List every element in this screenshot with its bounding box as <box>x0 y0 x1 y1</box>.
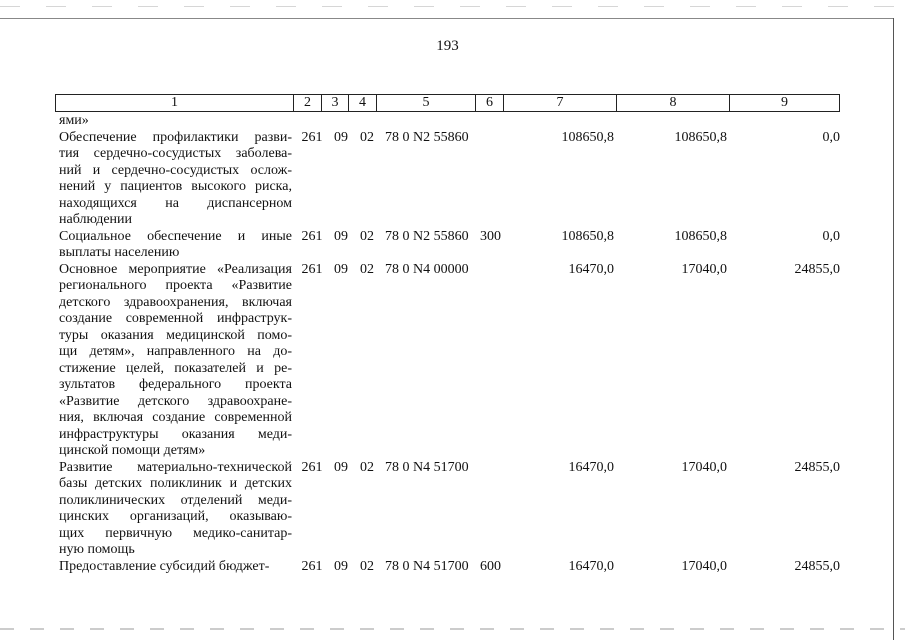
page-number: 193 <box>436 38 459 54</box>
row-name-line: ями» <box>59 113 89 128</box>
row-razdel: 09 <box>334 459 348 475</box>
row-sum-col-8: 108650,8 <box>674 129 727 145</box>
row-name-line: стижение целей, показателей и ре- <box>59 360 292 376</box>
row-name-line: цинской помощи детям» <box>59 443 206 458</box>
row-glava: 261 <box>301 558 323 574</box>
row-sum-col-8: 17040,0 <box>681 558 727 574</box>
row-podrazdel: 02 <box>360 129 374 145</box>
header-col-4: 4 <box>349 95 377 111</box>
row-razdel: 09 <box>334 261 348 277</box>
row-name-line: детского здравоохранения, включая <box>59 294 292 310</box>
row-name-line: цинских организаций, оказываю- <box>59 509 292 524</box>
row-name-line: создание современной инфраструк- <box>59 311 292 326</box>
row-name <box>59 130 292 229</box>
header-col-9: 9 <box>781 95 788 110</box>
row-sum-col-7: 16470,0 <box>568 459 614 475</box>
row-name-line: базы детских поликлиник и детских <box>59 476 292 491</box>
row-sum-col-9: 24855,0 <box>794 261 840 277</box>
page-edge-top <box>0 18 893 19</box>
row-name-line: регионального проекта «Развитие <box>59 278 292 293</box>
row-vid-rashodov: 300 <box>480 228 501 244</box>
row-sum-col-8: 108650,8 <box>674 228 727 244</box>
row-sum-col-9: 0,0 <box>822 228 840 244</box>
row-name-line: наблюдении <box>59 212 133 227</box>
row-vid-rashodov: 600 <box>480 558 501 574</box>
scan-artifact-top <box>0 6 905 7</box>
row-name <box>59 113 292 130</box>
row-name <box>59 229 292 262</box>
row-celevaya-statya: 78 0 N4 51700 <box>385 558 469 574</box>
table-body <box>59 113 849 575</box>
row-sum-col-7: 16470,0 <box>568 558 614 574</box>
table-row <box>59 229 849 262</box>
row-celevaya-statya: 78 0 N4 00000 <box>385 261 469 277</box>
row-razdel: 09 <box>334 228 348 244</box>
scan-artifact-bottom <box>0 628 905 630</box>
row-name-line: «Развитие детского здравоохране- <box>59 393 292 409</box>
row-sum-col-8: 17040,0 <box>681 459 727 475</box>
header-col-3: 3 <box>322 95 349 111</box>
row-name-line: инфраструктуры оказания меди- <box>59 426 292 442</box>
row-podrazdel: 02 <box>360 558 374 574</box>
row-glava: 261 <box>301 228 323 244</box>
row-name-line: Социальное обеспечение и иные <box>59 228 292 244</box>
row-glava: 261 <box>301 129 323 145</box>
header-col-5: 5 <box>377 95 476 111</box>
header-col-7: 7 <box>504 95 617 111</box>
row-name-line: находящихся на диспансерном <box>59 195 292 211</box>
row-podrazdel: 02 <box>360 459 374 475</box>
row-sum-col-7: 16470,0 <box>568 261 614 277</box>
table-row <box>59 130 849 229</box>
row-name-line: туры оказания медицинской помо- <box>59 327 292 343</box>
row-name-line: выплаты населению <box>59 245 180 260</box>
table-row <box>59 460 849 559</box>
row-name-line: ния, включая создание современной <box>59 410 292 425</box>
row-name-line: ную помощь <box>59 542 135 557</box>
header-col-1: 1 <box>56 95 294 111</box>
row-name-line: поликлинических отделений меди- <box>59 492 292 508</box>
row-celevaya-statya: 78 0 N2 55860 <box>385 228 469 244</box>
row-razdel: 09 <box>334 558 348 574</box>
row-name-line: щих первичную медико-санитар- <box>59 525 292 541</box>
page-edge-right <box>893 18 894 640</box>
row-name-line: Предоставление субсидий бюджет- <box>59 558 270 574</box>
table-row <box>59 113 849 130</box>
row-name-line: Развитие материально-технической <box>59 459 292 475</box>
row-glava: 261 <box>301 459 323 475</box>
row-name-line: тия сердечно-сосудистых заболева- <box>59 146 292 161</box>
row-name-line: ний и сердечно-сосудистых ослож- <box>59 162 292 178</box>
row-celevaya-statya: 78 0 N4 51700 <box>385 459 469 475</box>
header-col-6: 6 <box>476 95 504 111</box>
table-header-row <box>55 94 840 112</box>
row-razdel: 09 <box>334 129 348 145</box>
row-name <box>59 460 292 559</box>
row-podrazdel: 02 <box>360 228 374 244</box>
table-row <box>59 262 849 460</box>
row-glava: 261 <box>301 261 323 277</box>
row-sum-col-8: 17040,0 <box>681 261 727 277</box>
table-row <box>59 559 849 576</box>
row-name-line: зультатов федерального проекта <box>59 377 292 392</box>
row-name-line: Обеспечение профилактики разви- <box>59 129 292 145</box>
row-sum-col-7: 108650,8 <box>561 228 614 244</box>
row-sum-col-9: 24855,0 <box>794 459 840 475</box>
row-name-line: щи детям», направленного на до- <box>59 344 292 359</box>
row-sum-col-9: 0,0 <box>822 129 840 145</box>
row-name <box>59 262 292 460</box>
header-col-2: 2 <box>294 95 322 111</box>
row-name-line: нений у пациентов высокого риска, <box>59 179 292 194</box>
row-celevaya-statya: 78 0 N2 55860 <box>385 129 469 145</box>
row-podrazdel: 02 <box>360 261 374 277</box>
row-sum-col-9: 24855,0 <box>794 558 840 574</box>
row-sum-col-7: 108650,8 <box>561 129 614 145</box>
row-name <box>59 559 292 576</box>
row-name-line: Основное мероприятие «Реализация <box>59 261 292 277</box>
header-col-8: 8 <box>617 95 730 111</box>
